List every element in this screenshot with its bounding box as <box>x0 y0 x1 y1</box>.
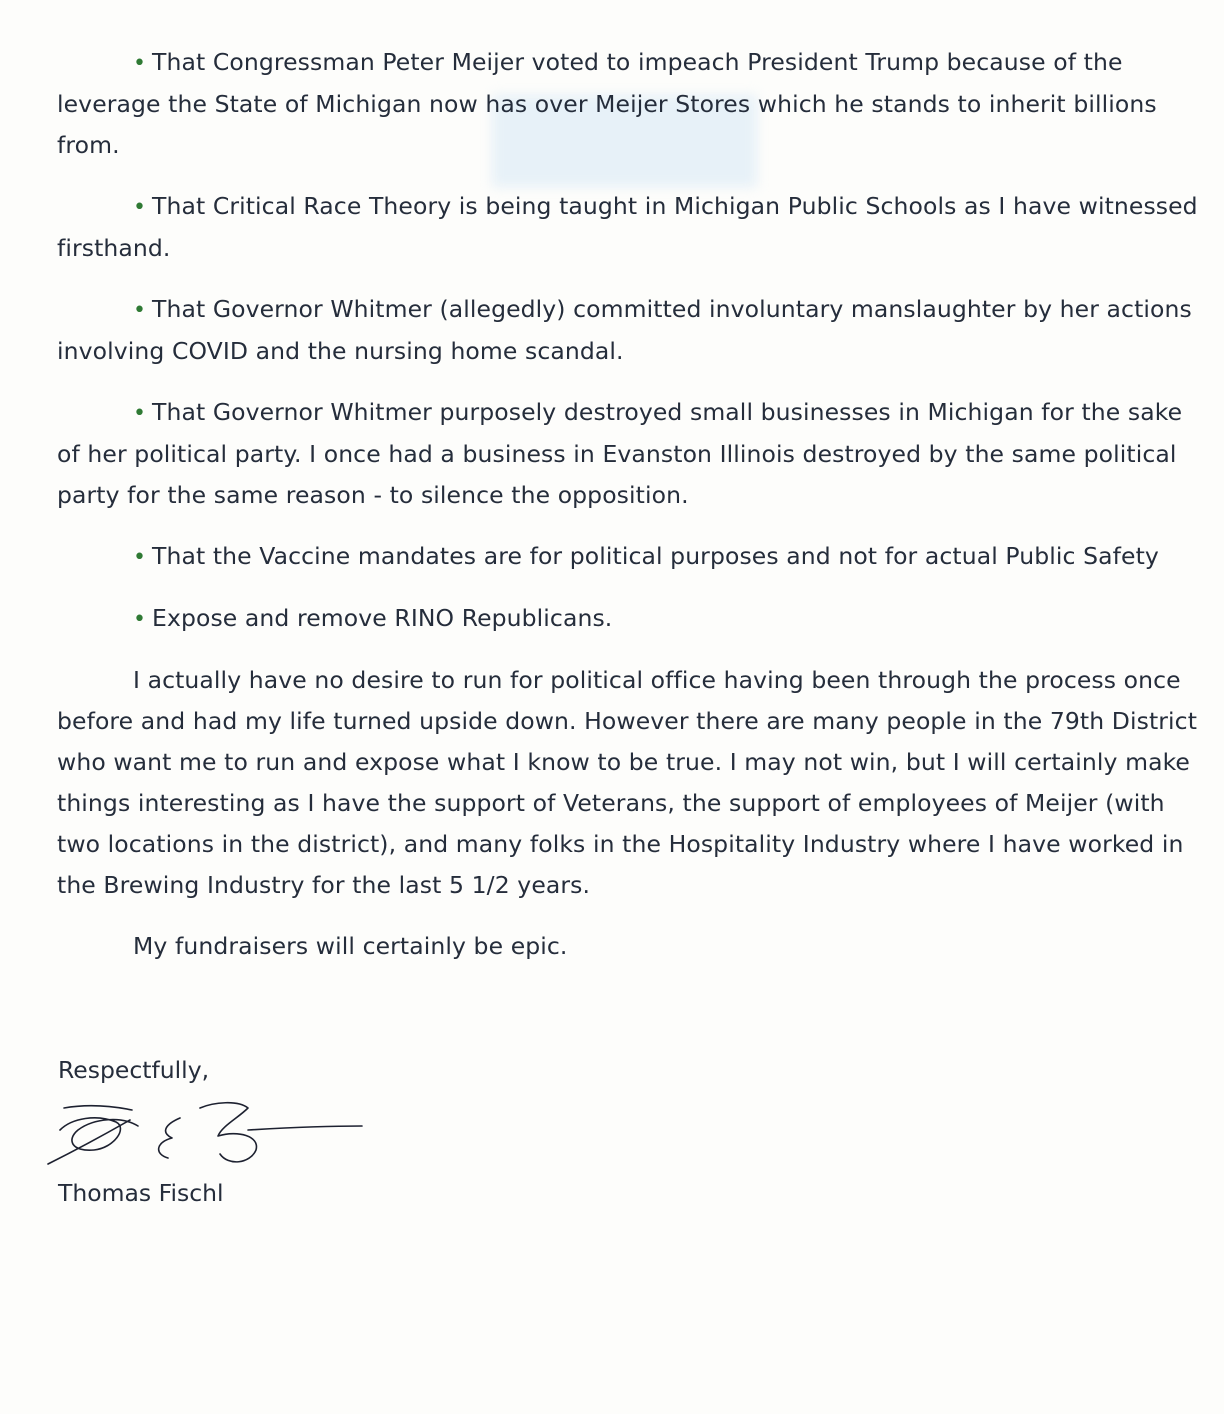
bullet-icon: • <box>133 51 147 76</box>
bullet-item <box>57 598 1212 640</box>
bullet-text: That Congressman Peter Meijer voted to impeach President Trump because of the leverage the State of Michigan now has over Meijer Stores which he stands to inherit billions from. <box>57 48 1157 159</box>
signer-name: Thomas Fischl <box>58 1179 224 1207</box>
bullet-text: That Governor Whitmer (allegedly) committed involuntary manslaughter by her actions involving COVID and the nursing home scandal. <box>57 295 1192 365</box>
bullet-text: That Critical Race Theory is being taught in Michigan Public Schools as I have witnessed firsthand. <box>57 192 1198 262</box>
bullet-item <box>57 536 1212 578</box>
letter-body <box>57 42 1212 967</box>
bullet-icon: • <box>133 607 147 632</box>
bullet-item <box>57 392 1212 516</box>
signature-icon <box>42 1096 372 1176</box>
bullet-icon: • <box>133 298 147 323</box>
bullet-item <box>57 289 1212 372</box>
bullet-text: That the Vaccine mandates are for political purposes and not for actual Public Safety <box>152 542 1159 570</box>
bullet-item <box>57 42 1212 166</box>
bullet-icon: • <box>133 195 147 220</box>
bullet-icon: • <box>133 545 147 570</box>
body-paragraph: I actually have no desire to run for political office having been through the process once before and had my life turned upside down. However there are many people in the 79th District who want me to run and expose what I know to be true. I may not win, but I will certainly make things interesting as I have the support of Veterans, the support of employees of Meijer (with two locations in the district), and many folks in the Hospitality Industry where I have worked in the Brewing Industry for the last 5 1/2 years. <box>57 666 1198 899</box>
closing-salutation: Respectfully, <box>58 1056 210 1084</box>
bullet-text: Expose and remove RINO Republicans. <box>152 604 613 632</box>
bullet-item <box>57 186 1212 269</box>
bullet-text: That Governor Whitmer purposely destroyed small businesses in Michigan for the sake of her political party. I once had a business in Evanston Illinois destroyed by the same political party for the same reason - to silence the opposition. <box>57 398 1183 509</box>
bullet-icon: • <box>133 401 147 426</box>
body-paragraph: My fundraisers will certainly be epic. <box>133 932 568 960</box>
